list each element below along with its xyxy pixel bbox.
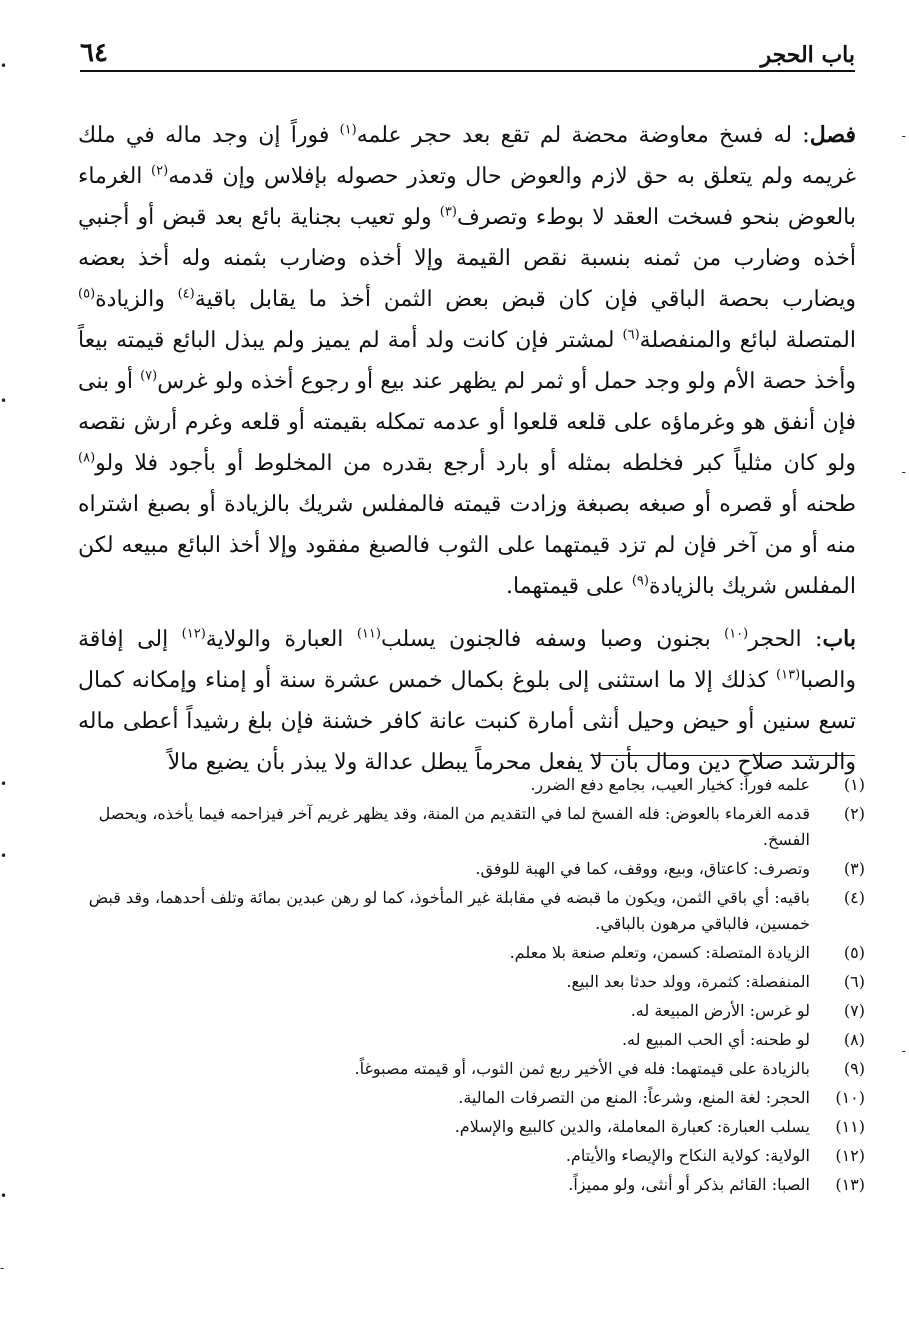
footnote-text: الولاية: كولاية النكاح والإيصاء والأيتام. <box>565 1146 810 1165</box>
scan-edge-mark: • <box>0 59 8 73</box>
scan-edge-mark: - <box>0 1261 5 1275</box>
footnote-number: (٦) <box>843 972 865 991</box>
footnote-number: (٩) <box>843 1059 865 1078</box>
footnote-ref: (٣) <box>439 204 457 220</box>
footnote-ref: (٦) <box>622 327 640 343</box>
footnote-text: لو طحنه: أي الحب المبيع له. <box>621 1030 810 1049</box>
footnotes <box>80 772 865 1201</box>
text-run: لمشتر فإن كانت ولد أمة لم يميز ولم يبذل البائع قيمته بيعاً وأخذ حصة الأم ولو وجد حمل أو ثمر لم يظهر عند بيع أو رجوع أخذه ولو غرس <box>78 328 856 394</box>
footnote-text: المنفصلة: كثمرة، وولد حدثا بعد البيع. <box>566 972 810 991</box>
scan-edge-mark: • <box>0 394 8 408</box>
footnote-item <box>80 1172 865 1198</box>
footnote-number: (٥) <box>843 943 865 962</box>
text-run: على قيمتهما. <box>506 574 632 599</box>
footnote-ref: (٩) <box>631 573 649 589</box>
footnote-number: (٧) <box>843 1001 865 1020</box>
text-run: طحنه أو قصره أو صبغه بصبغة وزادت قيمته فالمفلس شريك بالزيادة أو بصبغ اشتراه منه أو من آخر فإن لم تزد قيمتهما على الثوب فالصبغ مفقود وإلا أخذ البائع مبيعه لكن المفلس شريك بالزيادة <box>78 492 856 599</box>
footnote-text: الزيادة المتصلة: كسمن، وتعلم صنعة بلا معلم. <box>509 943 810 962</box>
footnote-text: بالزيادة على قيمتهما: فله في الأخير ربع ثمن الثوب، أو قيمته مصبوغاً. <box>354 1059 810 1078</box>
footnote-item <box>80 1027 865 1053</box>
footnote-number: (٨) <box>843 1030 865 1049</box>
footnote-text: قدمه الغرماء بالعوض: فله الفسخ لما في التقديم من المنة، وقد يظهر غريم آخر فيزاحمه فيما يأخذه، ويحصل الفسخ. <box>98 804 810 849</box>
section-lead-word: فصل <box>809 122 856 148</box>
text-run: ولو تعيب بجناية بائع بعد قبض أو أجنبي أخذه وضارب من ثمنه بنسبة نقص القيمة وإلا أخذه وضارب بثمنه وله أخذ بعضه ويضارب بحصة الباقي فإن كان قبض بعض الثمن أخذ ما يقابل باقية <box>78 205 856 312</box>
footnote-item <box>80 856 865 882</box>
footnote-item <box>80 940 865 966</box>
footnote-item <box>80 1114 865 1140</box>
footnote-item <box>80 1085 865 1111</box>
footnote-item <box>80 772 865 798</box>
footnote-ref: (٤) <box>177 286 195 302</box>
footnote-item <box>80 998 865 1024</box>
scan-edge-mark: - <box>901 465 906 479</box>
footnote-number: (١٣) <box>835 1175 865 1194</box>
text-run: المتصلة لبائع والمنفصلة <box>639 328 856 353</box>
page-number: ٦٤ <box>80 38 108 68</box>
footnote-item <box>80 969 865 995</box>
text-run: بجنون وصبا وسفه فالجنون يسلب <box>380 627 725 652</box>
footnote-ref: (٧) <box>140 368 158 384</box>
scan-edge-mark: • <box>0 777 8 791</box>
footnote-item <box>80 885 865 937</box>
text-run: إلى إفاقة والصبا <box>78 627 856 693</box>
scan-edge-mark: • <box>0 1189 8 1203</box>
scan-edge-mark: • <box>0 849 8 863</box>
footnote-ref: (١١) <box>356 626 381 642</box>
paragraph-bab <box>78 619 856 783</box>
footnote-ref: (٥) <box>78 286 96 302</box>
footnote-ref: (١٠) <box>724 626 749 642</box>
page-header <box>80 28 855 68</box>
footnote-number: (١٢) <box>835 1146 865 1165</box>
footnote-text: الصبا: القائم بذكر أو أنثى، ولو مميزاً. <box>568 1175 810 1194</box>
paragraph-fasl <box>78 115 856 607</box>
footnote-item <box>80 1143 865 1169</box>
footnote-number: (١) <box>843 775 865 794</box>
scan-edge-mark: - <box>901 129 906 143</box>
text-run: العبارة والولاية <box>205 627 357 652</box>
footnote-text: علمه فوراً: كخيار العيب، بجامع دفع الضرر. <box>530 775 810 794</box>
footnote-item <box>80 801 865 853</box>
footnote-ref: (١٣) <box>776 667 801 683</box>
footnote-ref: (٨) <box>78 450 96 466</box>
footnote-text: لو غرس: الأرض المبيعة له. <box>630 1001 810 1020</box>
text-run: : له فسخ معاوضة محضة لم تقع بعد حجر علمه <box>356 123 810 148</box>
scan-edge-mark: - <box>901 1044 906 1058</box>
text-run: : الحجر <box>748 627 823 652</box>
footnote-text: الحجر: لغة المنع، وشرعاً: المنع من التصرفات المالية. <box>458 1088 810 1107</box>
footnote-ref: (١٢) <box>181 626 206 642</box>
footnote-text: وتصرف: كاعتاق، وبيع، ووقف، كما في الهبة للوفق. <box>475 859 810 878</box>
footnote-separator <box>590 755 855 756</box>
running-title: باب الحجر <box>760 42 855 68</box>
text-run: والزيادة <box>95 287 178 312</box>
footnote-ref: (١) <box>339 122 357 138</box>
footnote-number: (٣) <box>843 859 865 878</box>
footnote-number: (١١) <box>835 1117 865 1136</box>
text-run: فوراً إن وجد ماله في ملك غريمه ولم يتعلق به حق لازم والعوض حال وتعذر حصوله بإفلاس وإن قدمه <box>78 123 856 189</box>
section-lead-word: باب <box>822 626 856 652</box>
footnote-text: باقيه: أي باقي الثمن، ويكون ما قبضه في مقابلة غير المأخوذ، كما لو رهن عبدين بمائة وتلف أحدهما، وقد قبض خمسين، فالباقي مرهون بالباقي. <box>88 888 810 933</box>
footnote-number: (١٠) <box>835 1088 865 1107</box>
text-run: كذلك إلا ما استثنى إلى بلوغ بكمال خمس عشرة سنة أو إمناء وإمكانه كمال تسع سنين أو حيض وحيل أنثى أمارة كنبت عانة كافر خشنة فإن بلغ رشيداً أعطى ماله والرشد صلاح دين ومال بأن لا يفعل محرماً يبطل عدالة ولا يبذر بأن يضيع مالاً <box>78 668 856 775</box>
footnote-item <box>80 1056 865 1082</box>
header-rule <box>80 70 855 72</box>
footnote-number: (٤) <box>843 888 865 907</box>
text-run: أو بنى فإن أنفق هو وغرماؤه على قلعه قلعوا أو عدمه تمكله بقيمته أو قلعه وغرم أرش نقصه ولو كان مثلياً كبر فخلطه بمثله أو بارد أرجع بقدره من المخلوط أو بأجود فلا ولو <box>78 369 856 476</box>
footnote-ref: (٢) <box>151 163 169 179</box>
footnote-number: (٢) <box>843 804 865 823</box>
text-run: الغرماء بالعوض بنحو فسخت العقد لا بوطء وتصرف <box>78 164 856 230</box>
main-text <box>78 115 856 783</box>
footnote-text: يسلب العبارة: كعبارة المعاملة، والدين كالبيع والإسلام. <box>454 1117 810 1136</box>
